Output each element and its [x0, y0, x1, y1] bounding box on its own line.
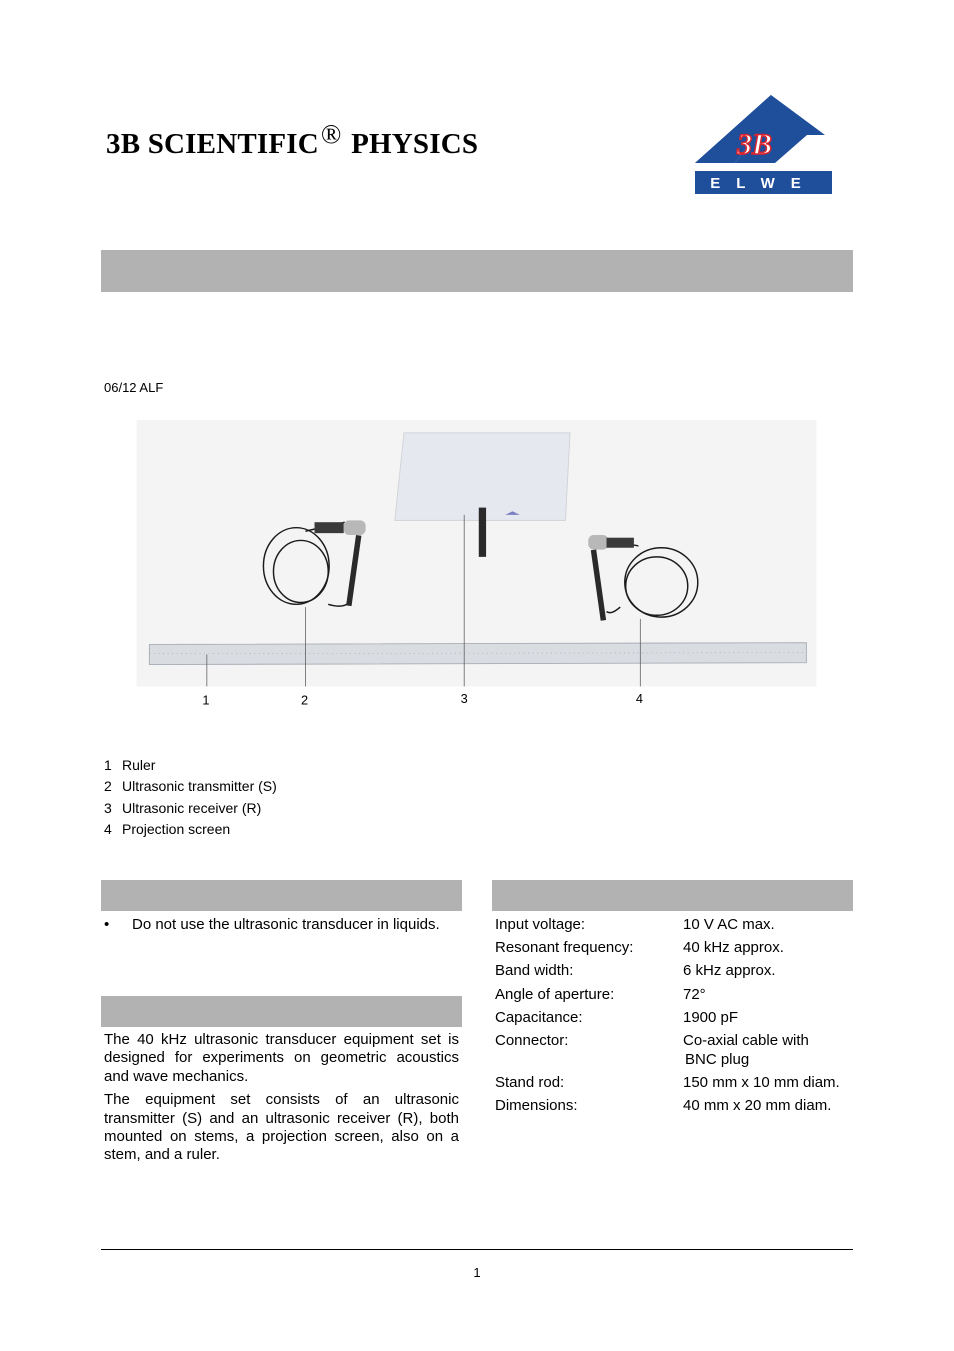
page-number: 1 — [473, 1265, 481, 1280]
safety-section-bar — [101, 880, 462, 911]
legend-item: 2 Ultrasonic transmitter (S) — [104, 778, 277, 795]
safety-instruction — [104, 916, 459, 934]
logo-3b-text: 3B — [737, 128, 773, 161]
brand-suffix: PHYSICS — [351, 128, 479, 160]
brand-title — [106, 119, 479, 161]
brand-prefix: 3B SCIENTIFIC — [106, 128, 319, 160]
description-paragraph: The equipment set consists of an ultrasonic transmitter (S) and an ultrasonic receiver (R), both mounted on stems, a projection screen, also on a stem, and a ruler. — [104, 1091, 459, 1164]
title-bar — [101, 250, 853, 292]
description — [104, 1031, 459, 1170]
description-paragraph: The 40 kHz ultrasonic transducer equipment set is designed for experiments on geometric acoustics and wave mechanics. — [104, 1031, 459, 1085]
legend-item: 3 Ultrasonic receiver (R) — [104, 799, 262, 816]
footer-rule — [101, 1249, 853, 1250]
figure-legend — [104, 755, 277, 841]
safety-text: Do not use the ultrasonic transducer in liquids. — [132, 916, 440, 933]
callout-2: 2 — [300, 692, 309, 708]
bullet-icon: • — [104, 916, 110, 933]
legend-item: 1 Ruler — [104, 757, 156, 773]
callout-1: 1 — [202, 692, 210, 708]
registered-mark: ® — [320, 119, 342, 149]
date-code: 06/12 ALF — [104, 380, 164, 395]
description-section-bar — [101, 996, 462, 1027]
technical-data-section-bar — [492, 880, 853, 911]
callout-3: 3 — [460, 690, 468, 706]
ruler-image — [149, 643, 806, 665]
legend-item: 4 Projection screen — [104, 821, 231, 838]
logo-elwe-text: ELWE — [710, 175, 817, 192]
product-photo — [104, 420, 849, 712]
3b-elwe-logo — [695, 95, 832, 194]
callout-4: 4 — [635, 690, 643, 706]
